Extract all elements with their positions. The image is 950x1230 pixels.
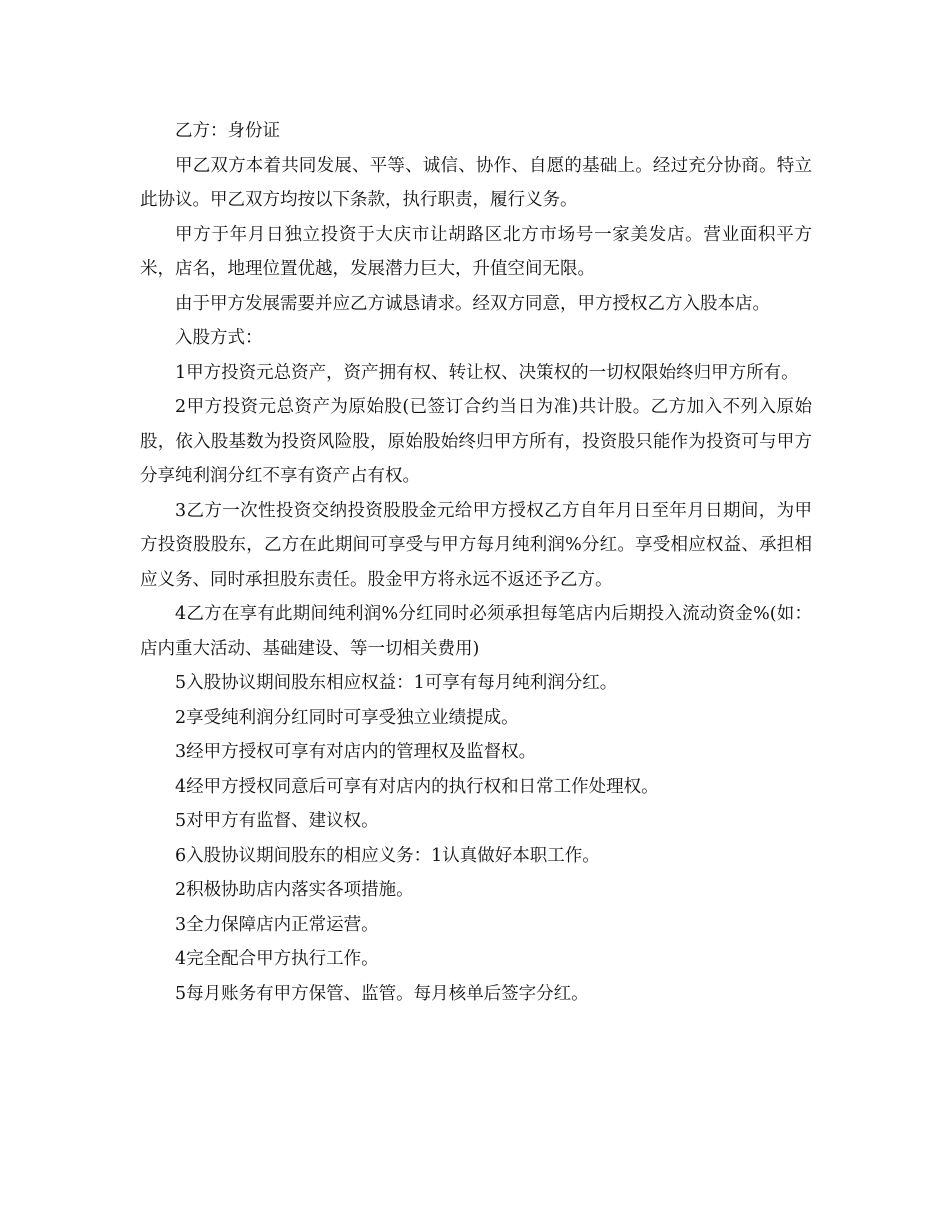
paragraph: 5入股协议期间股东相应权益：1可享有每月纯利润分红。: [175, 673, 618, 693]
paragraph: 4完全配合甲方执行工作。: [175, 949, 379, 969]
paragraph: 乙方：身份证: [175, 121, 280, 141]
paragraph: 5每月账务有甲方保管、监管。每月核单后签字分红。: [175, 983, 589, 1004]
paragraph: 甲乙双方本着共同发展、平等、诚信、协作、自愿的基础上。经过充分协商。特立此协议。甲乙双方均按以下条款，执行职责，履行义务。: [140, 155, 812, 210]
paragraph: 2积极协助店内落实各项措施。: [175, 880, 414, 900]
paragraph: 3经甲方授权可享有对店内的管理权及监督权。: [175, 742, 537, 762]
paragraph: 2享受纯利润分红同时可享受独立业绩提成。: [175, 707, 519, 728]
paragraph: 4经甲方授权同意后可享有对店内的执行权和日常工作处理权。: [175, 776, 659, 797]
paragraph: 甲方于年月日独立投资于大庆市让胡路区北方市场号一家美发店。营业面积平方米，店名，地理位置优越，发展潜力巨大，升值空间无限。: [140, 224, 812, 279]
paragraph: 5对甲方有监督、建议权。: [175, 811, 379, 831]
paragraph: 4乙方在享有此期间纯利润%分红同时必须承担每笔店内后期投入流动资金%(如：店内重大活动、基础建设、等一切相关费用): [140, 604, 812, 659]
paragraph: 3全力保障店内正常运营。: [175, 914, 379, 935]
paragraph: 2甲方投资元总资产为原始股(已签订合约当日为准)共计股。乙方加入不列入原始股，依入股基数为投资风险股，原始股始终归甲方所有，投资股只能作为投资可与甲方分享纯利润分红不享有资产占有权。: [140, 397, 812, 486]
paragraph: 3乙方一次性投资交纳投资股股金元给甲方授权乙方自年月日至年月日期间，为甲方投资股股东，乙方在此期间可享受与甲方每月纯利润%分红。享受相应权益、承担相应义务、同时承担股东责任。股金甲方将永远不返还予乙方。: [140, 500, 812, 590]
document-body: [140, 114, 812, 1011]
paragraph: 1甲方投资元总资产，资产拥有权、转让权、决策权的一切权限始终归甲方所有。: [175, 362, 799, 383]
paragraph: 入股方式：: [175, 328, 263, 348]
paragraph: 由于甲方发展需要并应乙方诚恳请求。经双方同意，甲方授权乙方入股本店。: [175, 293, 770, 314]
paragraph: 6入股协议期间股东的相应义务：1认真做好本职工作。: [175, 845, 600, 866]
